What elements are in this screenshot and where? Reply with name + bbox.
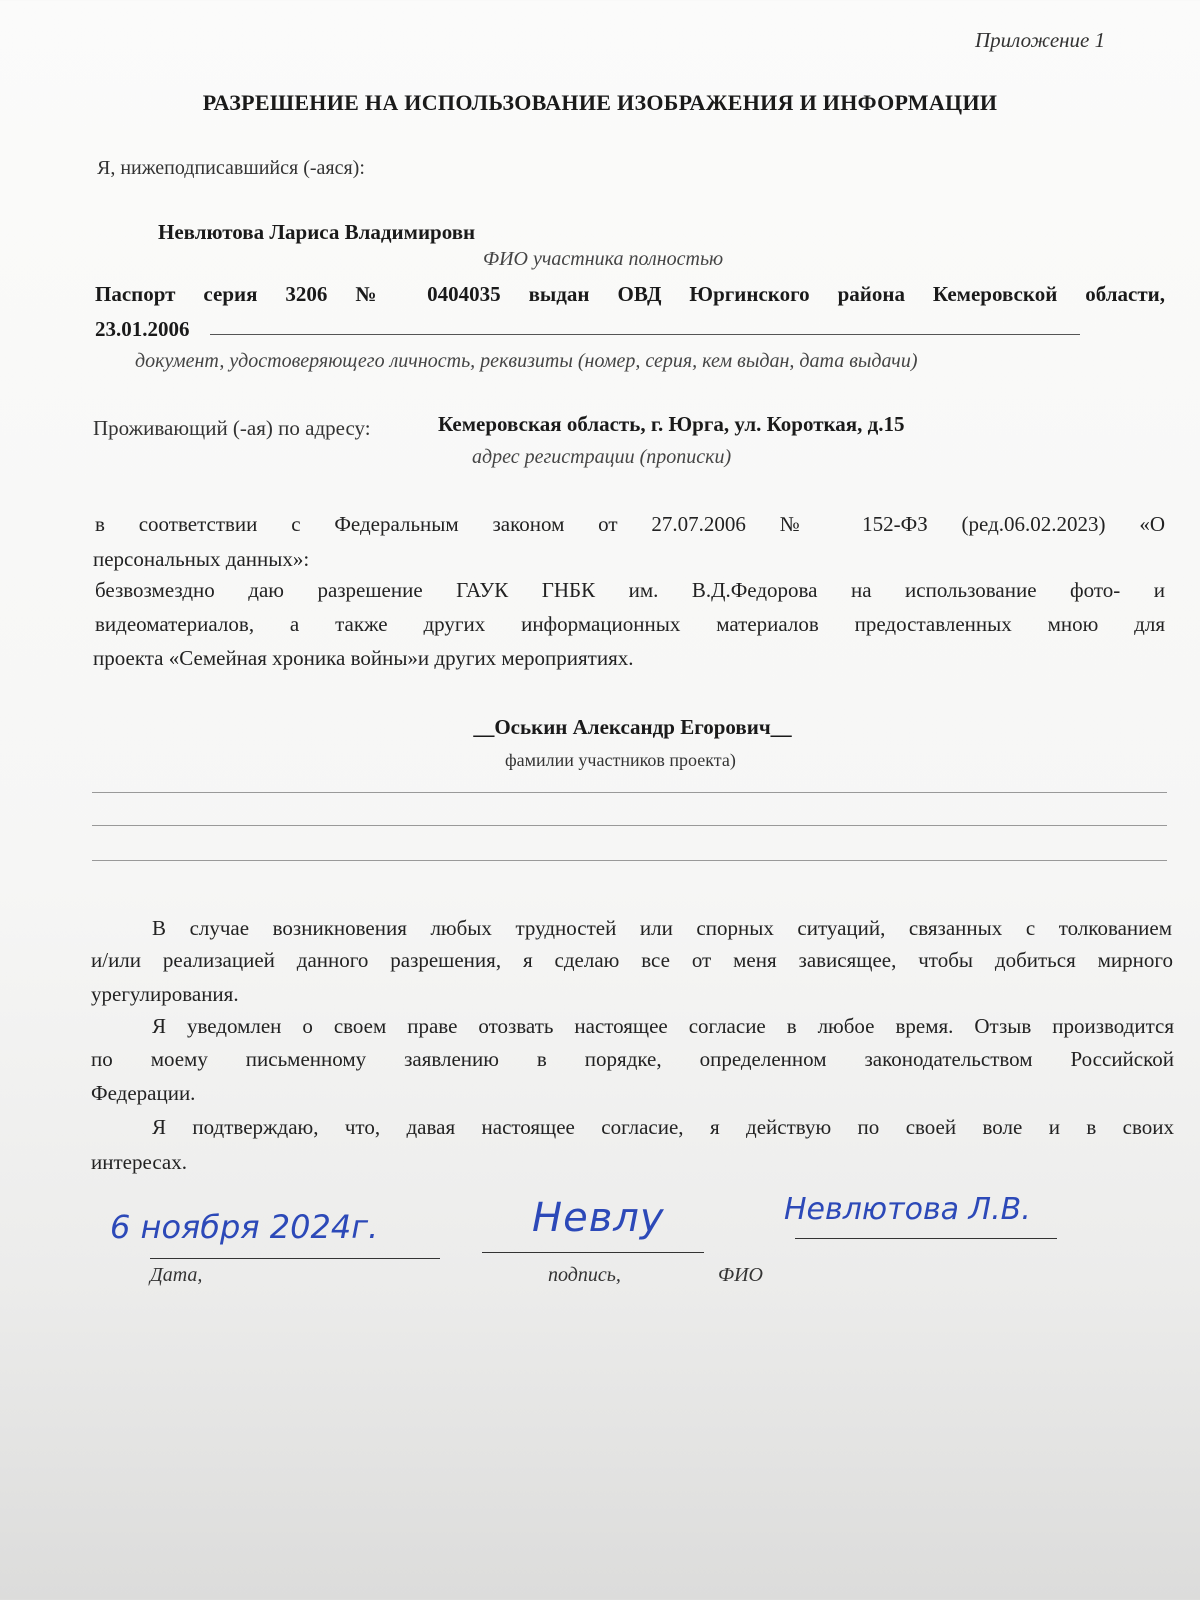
date-underline	[150, 1258, 440, 1259]
law-line-5: проекта «Семейная хроника войны»и других мероприятиях.	[93, 646, 634, 670]
paragraph-2-line-1: Я уведомлен о своем праве отозвать настоящее согласие в любое время. Отзыв производится	[152, 1014, 1174, 1038]
project-participant-name: __Оськин Александр Егорович__	[473, 715, 792, 739]
paragraph-2-line-3: Федерации.	[91, 1081, 196, 1105]
signature-underline	[482, 1252, 704, 1253]
blank-line-3	[92, 860, 1167, 861]
handwritten-signature: Невлу	[532, 1195, 665, 1241]
paragraph-2-line-2: по моему письменному заявлению в порядке, определенном законодательством Российской	[91, 1047, 1174, 1071]
project-participant-hint: фамилии участников проекта)	[505, 750, 736, 770]
law-line-4: видеоматериалов, а также других информационных материалов предоставленных мною для	[95, 612, 1165, 636]
paragraph-1-line-1: В случае возникновения любых трудностей или спорных ситуаций, связанных с толкованием	[152, 916, 1172, 940]
blank-line-2	[92, 825, 1167, 826]
law-line-1: в соответствии с Федеральным законом от 27.07.2006 № 152-ФЗ (ред.06.02.2023) «О	[95, 512, 1165, 536]
address-hint: адрес регистрации (прописки)	[472, 446, 732, 468]
law-line-3: безвозмездно даю разрешение ГАУК ГНБК им. В.Д.Федорова на использование фото- и	[95, 578, 1165, 602]
paragraph-1-line-2: и/или реализацией данного разрешения, я сделаю все от меня зависящее, чтобы добиться мирного	[91, 948, 1173, 972]
paragraph-3-line-1: Я подтверждаю, что, давая настоящее согласие, я действую по своей воле и в своих	[152, 1115, 1174, 1139]
date-label: Дата,	[150, 1264, 203, 1286]
address-label: Проживающий (-ая) по адресу:	[93, 416, 371, 440]
passport-line-1: Паспорт серия 3206 № 0404035 выдан ОВД Юргинского района Кемеровской области,	[95, 282, 1165, 306]
appendix-label: Приложение 1	[975, 28, 1106, 52]
passport-underline	[210, 334, 1080, 335]
fio-underline	[795, 1238, 1057, 1239]
paragraph-3-line-2: интересах.	[91, 1150, 187, 1174]
intro-text: Я, нижеподписавшийся (-аяся):	[97, 157, 365, 179]
handwritten-date: 6 ноября 2024г.	[110, 1208, 379, 1246]
document-title: РАЗРЕШЕНИЕ НА ИСПОЛЬЗОВАНИЕ ИЗОБРАЖЕНИЯ И ИНФОРМАЦИИ	[202, 90, 998, 115]
passport-hint: документ, удостоверяющего личность, реквизиты (номер, серия, кем выдан, дата выдачи)	[135, 350, 918, 372]
fio-label: ФИО	[718, 1264, 763, 1286]
law-line-2: персональных данных»:	[93, 547, 310, 571]
participant-name-hint: ФИО участника полностью	[483, 248, 724, 270]
signature-label: подпись,	[548, 1264, 621, 1286]
handwritten-fio: Невлютова Л.В.	[784, 1192, 1031, 1227]
blank-line-1	[92, 792, 1167, 793]
address-value: Кемеровская область, г. Юрга, ул. Короткая, д.15	[438, 412, 905, 436]
passport-line-2: 23.01.2006	[95, 317, 190, 341]
paragraph-1-line-3: урегулирования.	[91, 982, 239, 1006]
participant-name: Невлютова Лариса Владимировн	[158, 220, 476, 244]
